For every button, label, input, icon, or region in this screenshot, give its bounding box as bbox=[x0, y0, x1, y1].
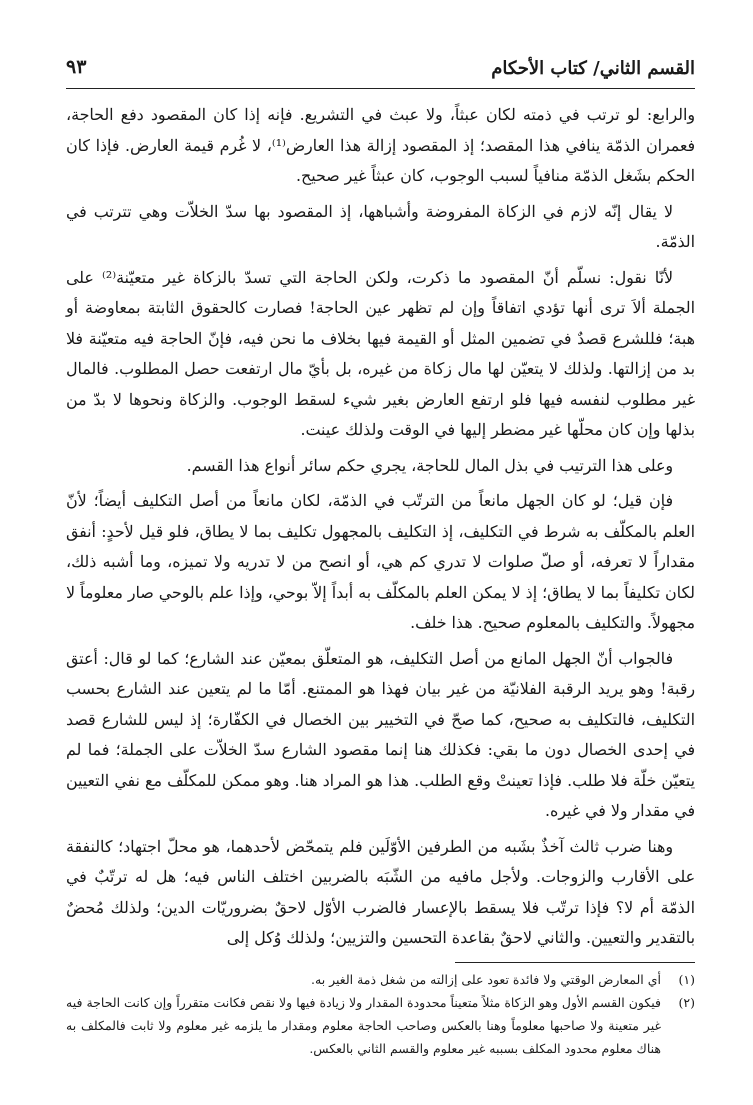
footnote-text: فيكون القسم الأول وهو الزكاة مثلاً متعيناً محدودة المقدار ولا زيادة فيها ولا نقص فكانت متقرراً وإن كانت الحاجة فيه غير متعينة ولا صاحبها معلوماً وهنا بالعكس وصاحب الحاجة معلوم ومقدار ما يلزمه غير معلوم ولا ثابت فالمكلف به هناك معلوم محدود المكلف بسببه غير معلوم والقسم الثاني بالعكس. bbox=[66, 995, 661, 1056]
paragraph: فالجواب أنّ الجهل المانع من أصل التكليف، هو المتعلّق بمعيّن عند الشارع؛ كما لو قال: أعتق رقبة! وهو يريد الرقبة الفلانيّة من غير بيان فهذا هو الممتنع. أمّا ما لم يتعين عند الشارع بحسب التكليف، فالتكليف به صحيح، كما صحّ في التخيير بين الخصال في الكفّارة؛ إذ ليس للشارع قصد في إحدى الخصال دون ما بقي: فكذلك هنا إنما مقصود الشارع سدّ الخلاّت على الجملة؛ فما لم يتعيّن خلّة فلا طلب. فإذا تعينتْ وقع الطلب. هذا هو المراد هنا. وهو ممكن للمكلّف مع نفي التعيين في مقدار ولا في غيره. bbox=[66, 648, 695, 820]
footnote bbox=[66, 991, 695, 1060]
paragraph: والرابع: لو ترتب في ذمته لكان عبثاً، ولا عبث في التشريع. فإنه إذا كان المقصود دفع الحاجة، فعمران الذمّة ينافي هذا المقصد؛ إذ المقصود إزالة هذا العارض⁽¹⁾، لا غُرم قيمة العارض. فإذا كان الحكم بشَغل الذمّة منافياً لسبب الوجوب، كان عبثاً غير صحيح. bbox=[66, 105, 695, 185]
footnote-number: (٢) bbox=[678, 995, 695, 1010]
paragraph: وعلى هذا الترتيب في بذل المال للحاجة، يجري حكم سائر أنواع هذا القسم. bbox=[186, 455, 673, 475]
body-text bbox=[66, 100, 695, 959]
footnote-text: أي المعارض الوقتي ولا فائدة تعود على إزالته من شغل ذمة الغير به. bbox=[311, 972, 661, 987]
footnote-separator bbox=[455, 962, 695, 963]
paragraph: لأنّا نقول: نسلّم أنّ المقصود ما ذكرت، ولكن الحاجة التي تسدّ بالزكاة غير متعيّنة⁽²⁾ على الجملة ألاَ ترى أنها تؤدي اتفاقاً وإن لم تظهر عين الحاجة! فصارت كالحقوق الثابتة بمعاوضة أو هبة؛ فللشرع قصدٌ في تضمين المثل أو القيمة فيها بخلاف ما نحن فيه، فإنّ الحاجة فيه متعيّنة فلا بد من إزالتها. ولذلك لا يتعيّن لها مال زكاة من غيره، بل بأيّ مال ارتفعت حصل المطلوب. فالمال غير مطلوب لنفسه فيها فلو ارتفع العارض بغير شيء لسقط الوجوب. والزكاة ونحوها لا بدّ من بذلها وإن كان محلّها غير مضطر إليها في الوقت ولذلك عينت. bbox=[66, 267, 695, 439]
footnote bbox=[66, 968, 695, 991]
paragraph: وهنا ضرب ثالث آخذٌ بشَبه من الطرفين الأوّلَين فلم يتمحّض لأحدهما، هو محلّ اجتهاد؛ كالنفقة على الأقارب والزوجات. ولأجل مافيه من الشّبَه بالضربين اختلف الناس فيه؛ هل له ترتّبٌ في الذمّة أم لا؟ فإذا ترتّب فلا يسقط بالإعسار فالضرب الأوّل لاحقٌ بضروريّات الدين؛ ولذلك مُحضٌ بالتقدير والتعيين. والثاني لاحقٌ بقاعدة التحسين والتزيين؛ ولذلك وُكل إلى bbox=[66, 836, 695, 947]
page-number: ٩٣ bbox=[66, 56, 87, 78]
footnotes bbox=[66, 968, 695, 1060]
footnote-number: (١) bbox=[678, 972, 695, 987]
page-header bbox=[66, 56, 695, 89]
paragraph: لا يقال إنّه لازم في الزكاة المفروضة وأشباهها، إذ المقصود بها سدّ الخلاّت وهي تترتب في الذمّة. bbox=[66, 201, 695, 251]
running-title: القسم الثاني/ كتاب الأحكام bbox=[491, 58, 695, 79]
paragraph: فإن قيل؛ لو كان الجهل مانعاً من الترتّب في الذمّة، لكان مانعاً من أصل التكليف أيضاً؛ لأنّ العلم بالمكلّف به شرط في التكليف، إذ التكليف بالمجهول تكليف بما لا يطاق، فلو قيل لأحدٍ: أنفق مقداراً لا تعرفه، أو صلّ صلوات لا تدري كم هي، أو انصح من لا تدريه ولا تميزه، وما أشبه ذلك، لكان تكليفاً بما لا يطاق؛ إذ لا يمكن العلم بالمكلّف به أبداً إلاّ بوحي، وإذا علم بالوحي صار معلوماً لا مجهولاً. والتكليف بالمعلوم صحيح. هذا خلف. bbox=[66, 491, 695, 632]
